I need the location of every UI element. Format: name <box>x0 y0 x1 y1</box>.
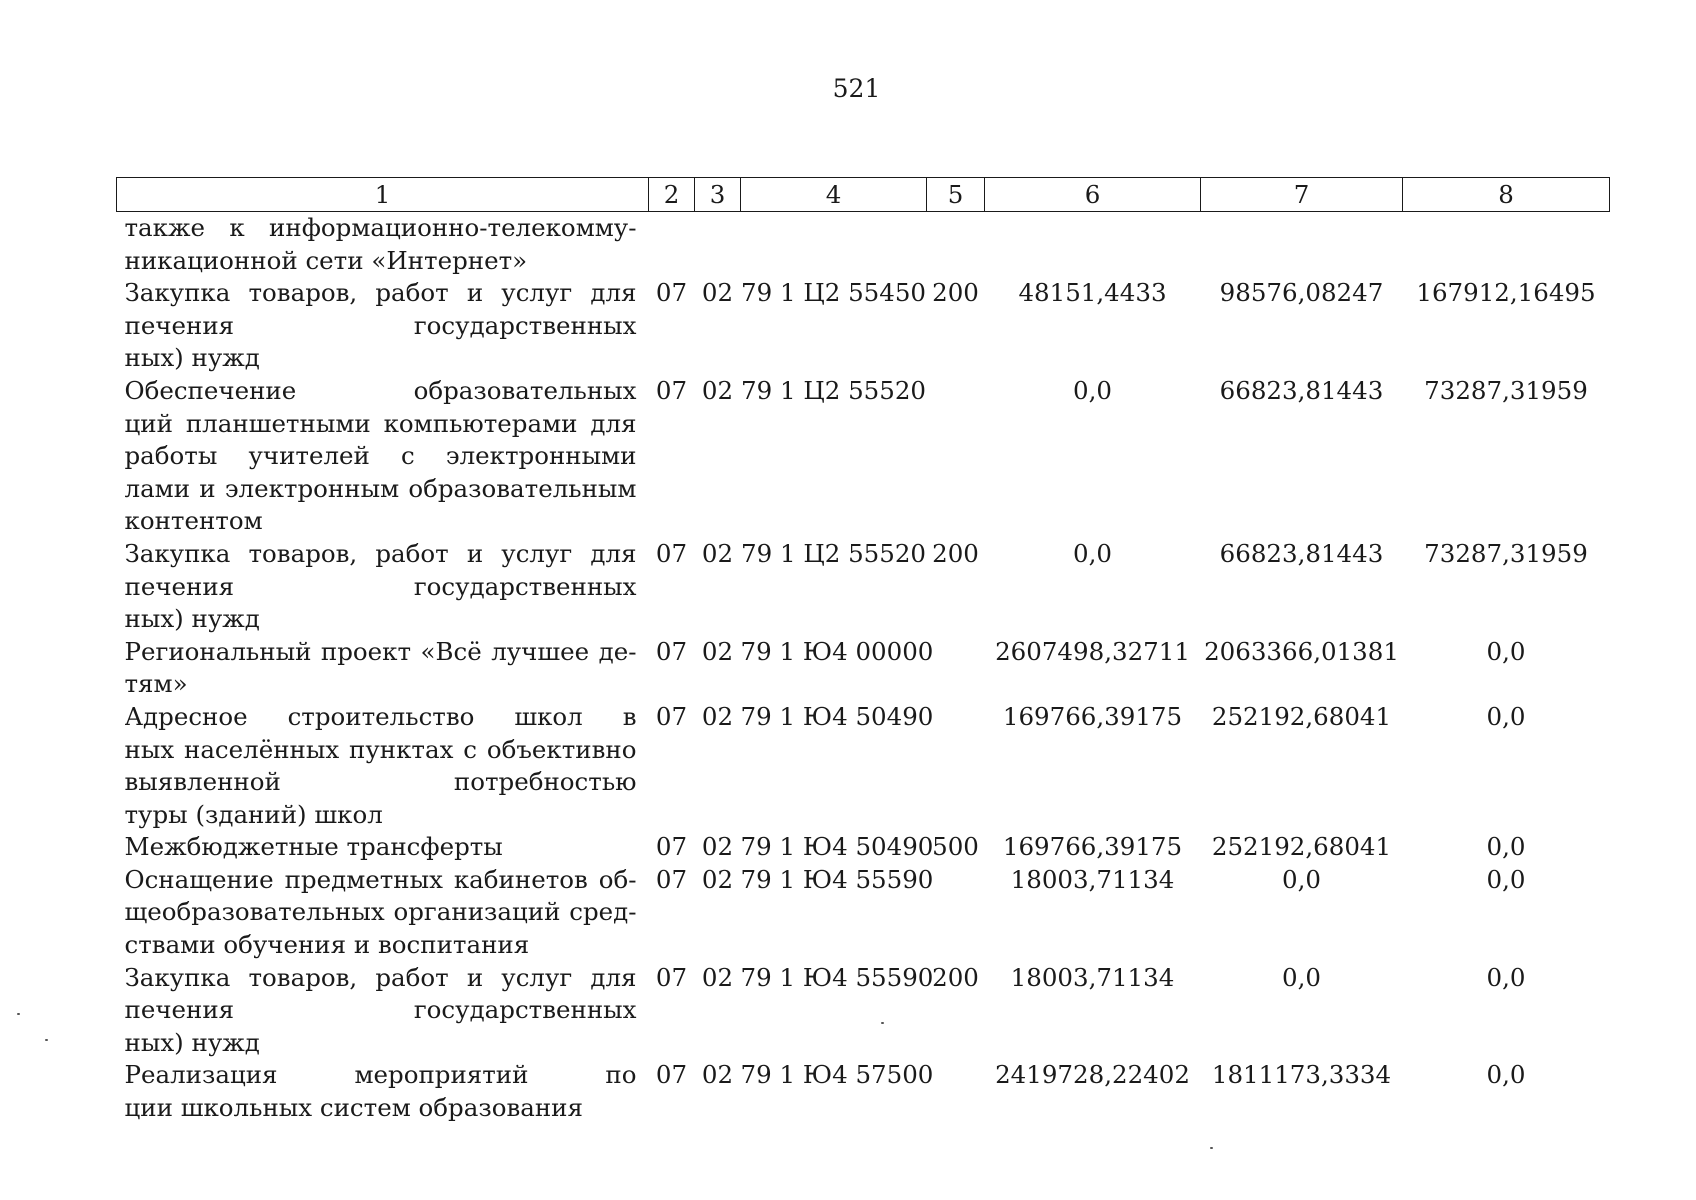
row-name-line: также к информационно-телекомму- <box>124 213 637 242</box>
row-name-line: Закупка товаров, работ и услуг для <box>124 538 637 568</box>
row-amount-col-8: 0,0 <box>1486 962 1526 992</box>
row-name <box>117 701 649 831</box>
row-name-line: Межбюджетные трансферты <box>124 832 503 862</box>
row-amount-col-8: 73287,31959 <box>1424 375 1588 405</box>
row-subsection: 02 <box>701 962 734 992</box>
row-name-line: никационной сети «Интернет» <box>124 245 528 275</box>
header-col-3: 3 <box>695 178 741 212</box>
row-subsection <box>695 212 741 278</box>
row-section: 07 <box>655 1060 688 1090</box>
row-subsection: 02 <box>701 1060 734 1090</box>
row-subsection: 02 <box>701 278 734 308</box>
row-section: 07 <box>655 962 688 992</box>
row-name-line: работы учителей с электронными <box>124 441 637 471</box>
row-name <box>117 375 649 538</box>
row-name-line: ций планшетными компьютерами для <box>124 408 637 438</box>
row-amount-col-6: 18003,71134 <box>1010 864 1175 894</box>
row-name-line: выявленной потребностью <box>124 767 637 797</box>
row-target-article: 79 1 Ю4 00000 <box>740 636 934 666</box>
row-amount-col-8: 0,0 <box>1486 701 1526 731</box>
row-section <box>649 212 695 278</box>
row-name-line: Закупка товаров, работ и услуг для <box>124 278 637 308</box>
row-name-line: туры (зданий) школ <box>124 799 383 829</box>
row-amount-col-7: 66823,81443 <box>1219 538 1384 568</box>
row-name-line: лами и электронным образовательным <box>124 473 637 503</box>
row-target-article: 79 1 Ю4 55590 <box>740 864 934 894</box>
row-name-line: тям» <box>124 669 188 699</box>
row-target-article <box>741 212 927 278</box>
row-subsection: 02 <box>701 701 734 731</box>
row-amount-col-8: 73287,31959 <box>1424 538 1588 568</box>
table-row <box>117 212 1610 278</box>
table-body <box>117 212 1610 1125</box>
row-amount-col-8: 0,0 <box>1486 832 1526 862</box>
row-name-line: ствами обучения и воспитания <box>124 930 530 960</box>
row-subsection: 02 <box>701 538 734 568</box>
row-amount-col-7: 2063366,01381 <box>1204 636 1399 666</box>
row-expense-type <box>927 375 985 538</box>
row-name <box>117 636 649 701</box>
row-amount-col-7: 0,0 <box>1282 962 1321 992</box>
row-section: 07 <box>655 701 688 731</box>
table-row <box>117 375 1610 538</box>
row-amount-col-6: 169766,39175 <box>1002 701 1183 731</box>
row-name-line: контентом <box>124 506 263 536</box>
row-name <box>117 962 649 1060</box>
row-amount-col-8: 0,0 <box>1486 1060 1526 1090</box>
row-amount-col-6: 0,0 <box>1073 538 1112 568</box>
row-name-line: Региональный проект «Всё лучшее де- <box>124 636 637 666</box>
row-target-article: 79 1 Ю4 50490 <box>740 832 934 862</box>
row-amount-col-7: 0,0 <box>1282 864 1321 894</box>
row-amount-col-7: 66823,81443 <box>1219 375 1384 405</box>
row-expense-type: 200 <box>932 278 979 308</box>
row-name-line: печения государственных <box>124 995 637 1025</box>
row-expense-type: 500 <box>932 832 979 862</box>
scan-speck <box>17 1013 20 1015</box>
row-name-line: щеобразовательных организаций сред- <box>124 897 637 927</box>
row-amount-col-6 <box>985 212 1201 278</box>
table-row <box>117 831 1610 864</box>
row-target-article: 79 1 Ц2 55520 <box>740 375 927 405</box>
row-name <box>117 212 649 278</box>
row-amount-col-8: 0,0 <box>1486 636 1526 666</box>
table-row <box>117 701 1610 831</box>
row-name-line: Реализация мероприятий по <box>124 1060 637 1090</box>
row-name-line: ных населённых пунктах с объективно <box>124 734 637 764</box>
row-amount-col-6: 2419728,22402 <box>995 1060 1190 1090</box>
table-row <box>117 636 1610 701</box>
row-target-article: 79 1 Ю4 50490 <box>740 701 934 731</box>
row-amount-col-7 <box>1201 212 1403 278</box>
header-row <box>117 178 1610 212</box>
row-name-line: ции школьных систем образования <box>124 1093 583 1123</box>
row-expense-type <box>927 864 985 962</box>
page-number: 521 <box>832 74 881 103</box>
row-amount-col-7: 252192,68041 <box>1211 832 1392 862</box>
row-amount-col-8 <box>1403 212 1610 278</box>
row-expense-type <box>927 636 985 701</box>
header-col-4: 4 <box>741 178 927 212</box>
table-row <box>117 538 1610 636</box>
row-expense-type <box>927 701 985 831</box>
row-name <box>117 831 649 864</box>
row-expense-type <box>927 212 985 278</box>
row-amount-col-6: 169766,39175 <box>1002 832 1183 862</box>
row-amount-col-6: 18003,71134 <box>1010 962 1175 992</box>
row-name <box>117 538 649 636</box>
row-name-line: Закупка товаров, работ и услуг для <box>124 962 637 992</box>
row-amount-col-8: 0,0 <box>1486 864 1526 894</box>
row-name-line: ных) нужд <box>124 1027 260 1057</box>
row-subsection: 02 <box>701 832 734 862</box>
row-name-line: Обеспечение образовательных <box>124 375 637 405</box>
row-name <box>117 864 649 962</box>
table-row <box>117 864 1610 962</box>
scan-speck <box>881 1022 884 1024</box>
header-col-2: 2 <box>649 178 695 212</box>
row-expense-type: 200 <box>932 538 979 568</box>
row-amount-col-7: 1811173,3334 <box>1211 1060 1392 1090</box>
row-section: 07 <box>655 864 688 894</box>
row-expense-type <box>927 1059 985 1124</box>
table-row <box>117 1059 1610 1124</box>
row-name-line: ных) нужд <box>124 343 260 373</box>
row-section: 07 <box>655 636 688 666</box>
row-subsection: 02 <box>701 375 734 405</box>
budget-table <box>116 177 1610 1125</box>
table-header <box>117 178 1610 212</box>
row-name-line: печения государственных <box>124 571 637 601</box>
header-col-7: 7 <box>1201 178 1403 212</box>
row-subsection: 02 <box>701 864 734 894</box>
row-amount-col-8: 167912,16495 <box>1416 278 1596 308</box>
row-name-line: Адресное строительство школ в <box>124 701 637 731</box>
header-col-6: 6 <box>985 178 1201 212</box>
row-section: 07 <box>655 832 688 862</box>
row-section: 07 <box>655 375 688 405</box>
row-name <box>117 277 649 375</box>
row-name-line: печения государственных <box>124 310 637 340</box>
row-target-article: 79 1 Ю4 55590 <box>740 962 934 992</box>
row-name-line: Оснащение предметных кабинетов об- <box>124 864 637 894</box>
row-name-line: ных) нужд <box>124 604 260 634</box>
header-col-5: 5 <box>927 178 985 212</box>
row-amount-col-6: 48151,4433 <box>1018 278 1167 308</box>
header-col-1: 1 <box>117 178 649 212</box>
row-section: 07 <box>655 278 688 308</box>
scan-speck <box>1210 1147 1213 1149</box>
row-expense-type: 200 <box>932 962 979 992</box>
row-target-article: 79 1 Ц2 55450 <box>740 278 927 308</box>
row-target-article: 79 1 Ю4 57500 <box>740 1060 934 1090</box>
row-target-article: 79 1 Ц2 55520 <box>740 538 927 568</box>
row-amount-col-6: 0,0 <box>1073 375 1112 405</box>
row-section: 07 <box>655 538 688 568</box>
header-col-8: 8 <box>1403 178 1610 212</box>
table-row <box>117 962 1610 1060</box>
row-subsection: 02 <box>701 636 734 666</box>
table-row <box>117 277 1610 375</box>
row-name <box>117 1059 649 1124</box>
row-amount-col-7: 252192,68041 <box>1211 701 1392 731</box>
row-amount-col-7: 98576,08247 <box>1219 278 1384 308</box>
scan-speck <box>45 1039 48 1041</box>
row-amount-col-6: 2607498,32711 <box>995 636 1190 666</box>
